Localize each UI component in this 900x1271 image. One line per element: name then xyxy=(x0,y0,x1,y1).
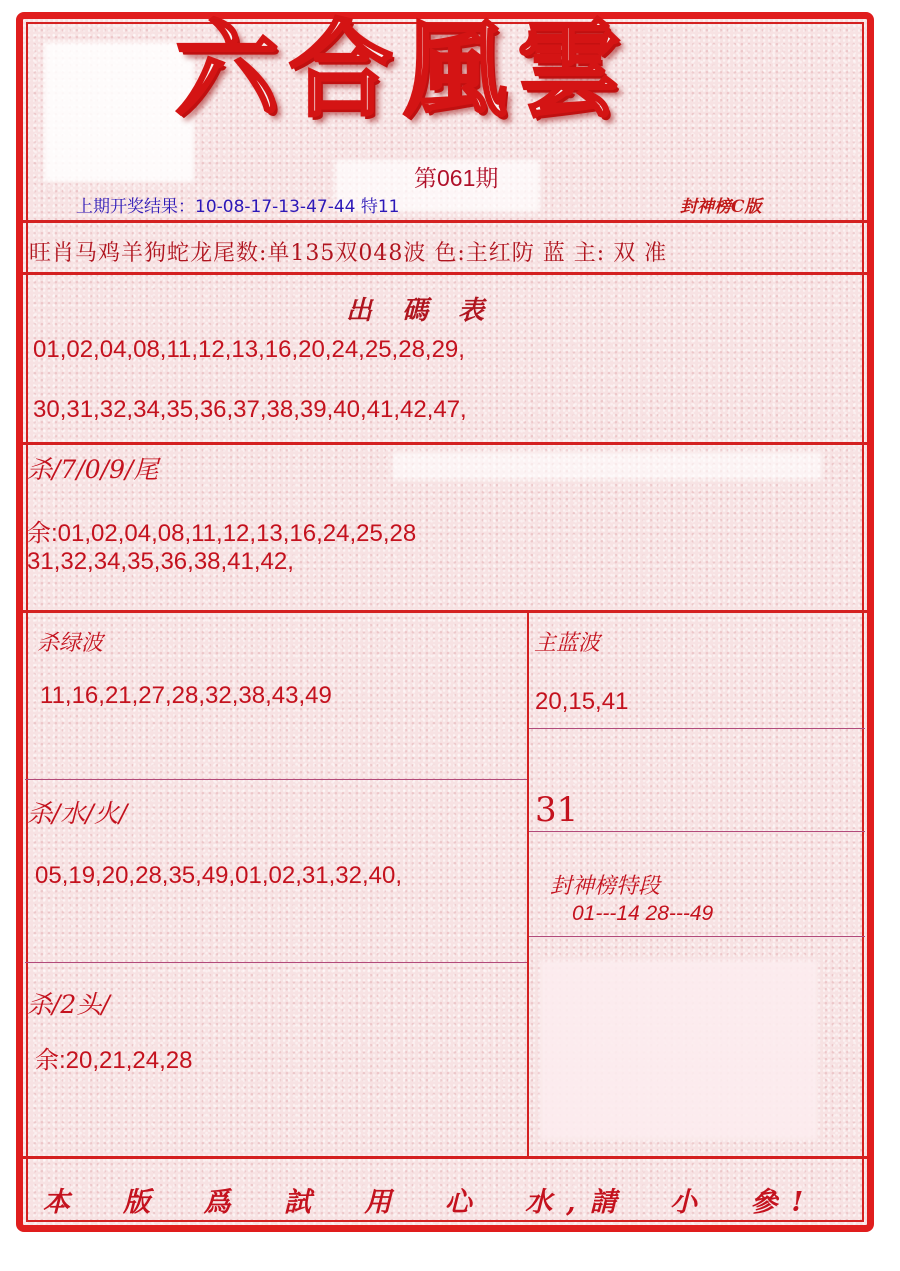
zodiac-line: 旺肖马鸡羊狗蛇龙尾数:单135双048波 色:主红防 蓝 主: 双 准 xyxy=(29,241,668,266)
divider-footer xyxy=(23,1156,867,1159)
kill-tail-label: 杀/7/0/9/尾 xyxy=(27,455,159,484)
single-number: 31 xyxy=(535,790,579,830)
divider-right-3 xyxy=(529,936,865,937)
divider-right-1 xyxy=(529,728,865,729)
divider-column xyxy=(527,612,529,1156)
main-blue-label: 主蓝波 xyxy=(534,631,601,656)
last-result: 上期开奖结果：10-08-17-13-47-44 特11 xyxy=(76,197,400,217)
special-segment-range: 01---14 28---49 xyxy=(572,902,714,925)
redacted-logo-area xyxy=(44,42,194,182)
kill-tail-row-1: 余:01,02,04,08,11,12,13,16,24,25,28 xyxy=(27,520,417,547)
divider-right-2 xyxy=(529,831,865,832)
divider-left-1 xyxy=(25,779,527,780)
kill-green-label: 杀绿波 xyxy=(37,631,104,656)
redacted-kill-tail-strip xyxy=(392,452,822,480)
kill-water-fire-label: 杀/水/火/ xyxy=(27,799,128,828)
redacted-image-area xyxy=(540,960,818,1140)
issue-number: 第061期 xyxy=(414,165,499,191)
page-title: 六合風雲 xyxy=(175,8,632,131)
divider-header xyxy=(23,220,867,223)
main-blue-numbers: 20,15,41 xyxy=(535,688,629,715)
divider-zodiac xyxy=(23,272,867,275)
special-segment-label: 封神榜特段 xyxy=(550,874,661,899)
kill-head-label: 杀/2头/ xyxy=(27,990,110,1019)
divider-left-2 xyxy=(25,962,527,963)
edition-label: 封神榜C版 xyxy=(680,197,762,217)
kill-water-fire-numbers: 05,19,20,28,35,49,01,02,31,32,40, xyxy=(35,862,402,889)
divider-kill-tail xyxy=(23,610,867,613)
kill-tail-row-2: 31,32,34,35,36,38,41,42, xyxy=(27,548,294,575)
divider-code-table xyxy=(23,442,867,445)
code-row-1: 01,02,04,08,11,12,13,16,20,24,25,28,29, xyxy=(33,336,465,363)
footer-note: 本 版 爲 試 用 心 水,請 小 參! xyxy=(42,1187,818,1218)
kill-head-numbers: 余:20,21,24,28 xyxy=(35,1047,193,1074)
code-table-title: 出碼表 xyxy=(345,296,514,326)
kill-green-numbers: 11,16,21,27,28,32,38,43,49 xyxy=(40,682,332,709)
code-row-2: 30,31,32,34,35,36,37,38,39,40,41,42,47, xyxy=(33,396,467,423)
